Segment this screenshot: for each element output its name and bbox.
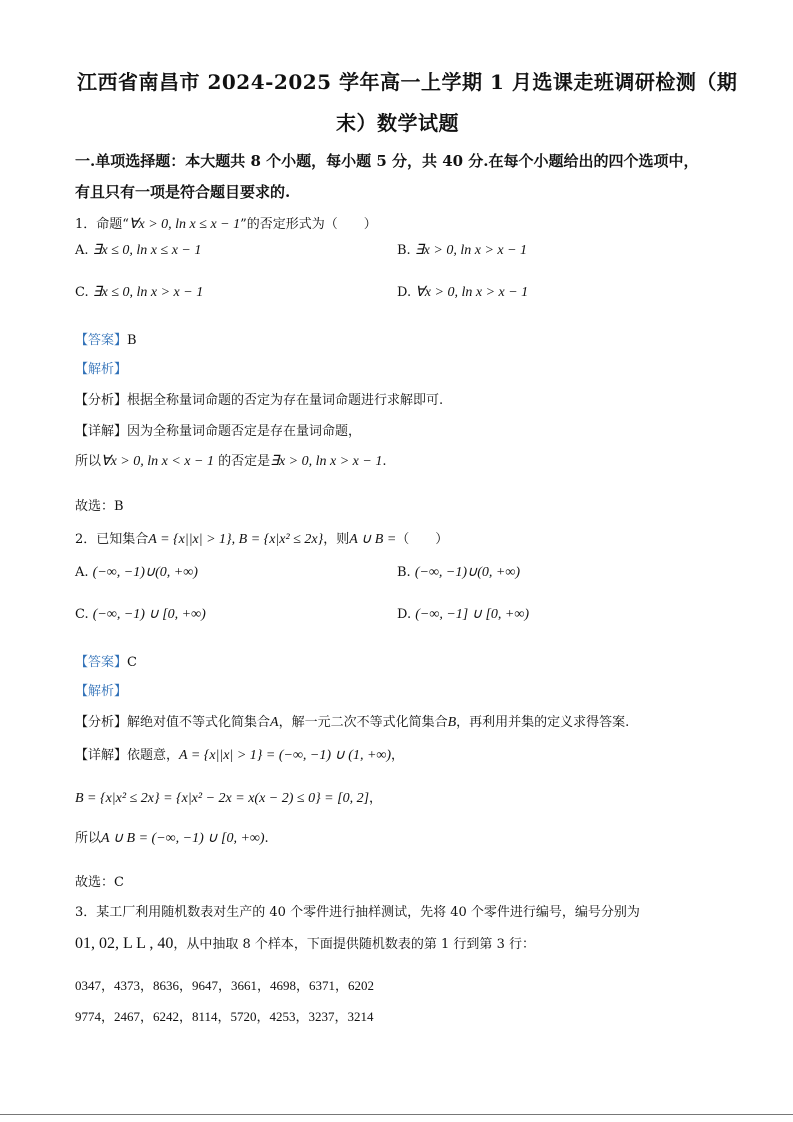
q2-choose: 故选：C bbox=[75, 875, 124, 890]
option-label: B. bbox=[397, 565, 411, 580]
page-title-line1: 江西省南昌市 2024-2025 学年高一上学期 1 月选课走班调研检测（期 bbox=[77, 70, 738, 94]
math: ∀x > 0, ln x < x − 1 bbox=[101, 454, 214, 469]
text: 依题意， bbox=[127, 748, 180, 763]
q2-option-d bbox=[397, 606, 529, 623]
q3-stem-line1: 3．某工厂利用随机数表对生产的 40 个零件进行抽样测试，先将 40 个零件进行编号，编号分别为 bbox=[75, 905, 640, 920]
q1-option-d bbox=[397, 284, 528, 301]
q2-detail-line3 bbox=[75, 827, 269, 847]
q1-stem bbox=[75, 213, 377, 233]
answer-tag: 【答案】 bbox=[75, 333, 128, 348]
q1-option-c bbox=[75, 284, 203, 301]
q2-answer bbox=[75, 651, 137, 670]
text: 所以 bbox=[75, 831, 102, 846]
option-math: (−∞, −1)∪(0, +∞) bbox=[92, 565, 198, 580]
section-heading-line1: 一.单项选择题：本大题共 8 个小题，每小题 5 分，共 40 分.在每个小题给出的四个选项中， bbox=[75, 152, 699, 170]
q2-fenxi bbox=[75, 711, 629, 731]
q3-random-row-2: 9774，2467，6242，8114，5720，4253，3237，3214 bbox=[75, 1009, 374, 1024]
math: B = {x|x² ≤ 2x} = {x|x² − 2x = x(x − 2) ≤ 0} = [0, 2] bbox=[75, 791, 370, 806]
text: . bbox=[264, 831, 269, 846]
fenxi-tag: 【分析】 bbox=[75, 715, 128, 730]
math: A = {x||x| > 1} = (−∞, −1) ∪ (1, +∞) bbox=[179, 748, 392, 763]
q2-option-b bbox=[397, 564, 520, 581]
math: B bbox=[447, 715, 457, 730]
option-label: A. bbox=[75, 565, 89, 580]
q1-choose: 故选：B bbox=[75, 499, 124, 514]
q1-stem-math: ∀x > 0, ln x ≤ x − 1 bbox=[128, 217, 241, 232]
option-label: C. bbox=[75, 285, 89, 300]
q1-option-a bbox=[75, 242, 201, 259]
option-math: ∃x ≤ 0, ln x ≤ x − 1 bbox=[92, 243, 202, 258]
option-label: B. bbox=[397, 243, 411, 258]
text: ， bbox=[391, 748, 405, 763]
math: A bbox=[270, 715, 279, 730]
text: 的否定是 bbox=[218, 454, 271, 469]
q1-stem-pre: 1．命题“ bbox=[75, 217, 129, 232]
detail-text: 因为全称量词命题否定是存在量词命题， bbox=[127, 424, 362, 439]
option-label: D. bbox=[397, 607, 412, 622]
text: ， bbox=[369, 791, 383, 806]
section-heading-line2: 有且只有一项是符合题目要求的. bbox=[75, 183, 291, 201]
answer-value: B bbox=[127, 333, 137, 348]
q1-answer bbox=[75, 329, 137, 348]
q1-stem-post: ”的否定形式为（ ） bbox=[240, 217, 377, 232]
detail-tag: 【详解】 bbox=[75, 424, 128, 439]
q2-detail bbox=[75, 744, 404, 764]
q2-stem-pre: 2．已知集合 bbox=[75, 532, 149, 547]
math: ∃x > 0, ln x > x − 1 bbox=[270, 454, 383, 469]
option-math: ∃x > 0, ln x > x − 1 bbox=[414, 243, 528, 258]
q3-stem-line2 bbox=[75, 933, 535, 953]
option-label: A. bbox=[75, 243, 89, 258]
detail-tag: 【详解】 bbox=[75, 748, 128, 763]
page-bottom-divider bbox=[0, 1114, 793, 1115]
q2-stem-mid: ，则 bbox=[323, 532, 350, 547]
q2-stem bbox=[75, 528, 448, 548]
text: ，解一元二次不等式化简集合 bbox=[278, 715, 448, 730]
option-math: (−∞, −1) ∪ [0, +∞) bbox=[92, 607, 206, 622]
q1-fenxi bbox=[75, 389, 443, 408]
option-label: C. bbox=[75, 607, 89, 622]
option-math: ∃x ≤ 0, ln x > x − 1 bbox=[92, 285, 204, 300]
text: . bbox=[382, 454, 387, 469]
q1-analysis-tag: 【解析】 bbox=[75, 362, 128, 377]
q2-option-a bbox=[75, 564, 198, 581]
fenxi-text: 根据全称量词命题的否定为存在量词命题进行求解即可. bbox=[127, 393, 444, 408]
q2-analysis-tag: 【解析】 bbox=[75, 684, 128, 699]
text: ，从中抽取 8 个样本，下面提供随机数表的第 1 行到第 3 行： bbox=[173, 937, 535, 952]
q2-stem-math: A = {x||x| > 1}, B = {x|x² ≤ 2x} bbox=[148, 532, 324, 547]
q2-stem-math2: A ∪ B = bbox=[349, 532, 397, 547]
fenxi-tag: 【分析】 bbox=[75, 393, 128, 408]
q2-detail-line2 bbox=[75, 787, 382, 807]
q3-random-row-1: 0347，4373，8636，9647，3661，4698，6371，6202 bbox=[75, 978, 375, 993]
text: 所以 bbox=[75, 454, 102, 469]
math: A ∪ B = (−∞, −1) ∪ [0, +∞) bbox=[101, 831, 265, 846]
option-label: D. bbox=[397, 285, 412, 300]
q2-stem-post: （ ） bbox=[396, 532, 449, 547]
q1-option-b bbox=[397, 242, 527, 259]
page-title-line2: 末）数学试题 bbox=[336, 111, 459, 135]
option-math: (−∞, −1] ∪ [0, +∞) bbox=[415, 607, 530, 622]
q1-detail-line2 bbox=[75, 450, 386, 470]
q2-option-c bbox=[75, 606, 206, 623]
answer-value: C bbox=[127, 655, 137, 670]
q1-detail bbox=[75, 420, 361, 439]
option-math: ∀x > 0, ln x > x − 1 bbox=[415, 285, 529, 300]
answer-tag: 【答案】 bbox=[75, 655, 128, 670]
math: 01, 02, L L , 40 bbox=[75, 935, 174, 952]
option-math: (−∞, −1)∪(0, +∞) bbox=[414, 565, 521, 580]
text: 解绝对值不等式化简集合 bbox=[127, 715, 271, 730]
text: ，再利用并集的定义求得答案. bbox=[456, 715, 630, 730]
